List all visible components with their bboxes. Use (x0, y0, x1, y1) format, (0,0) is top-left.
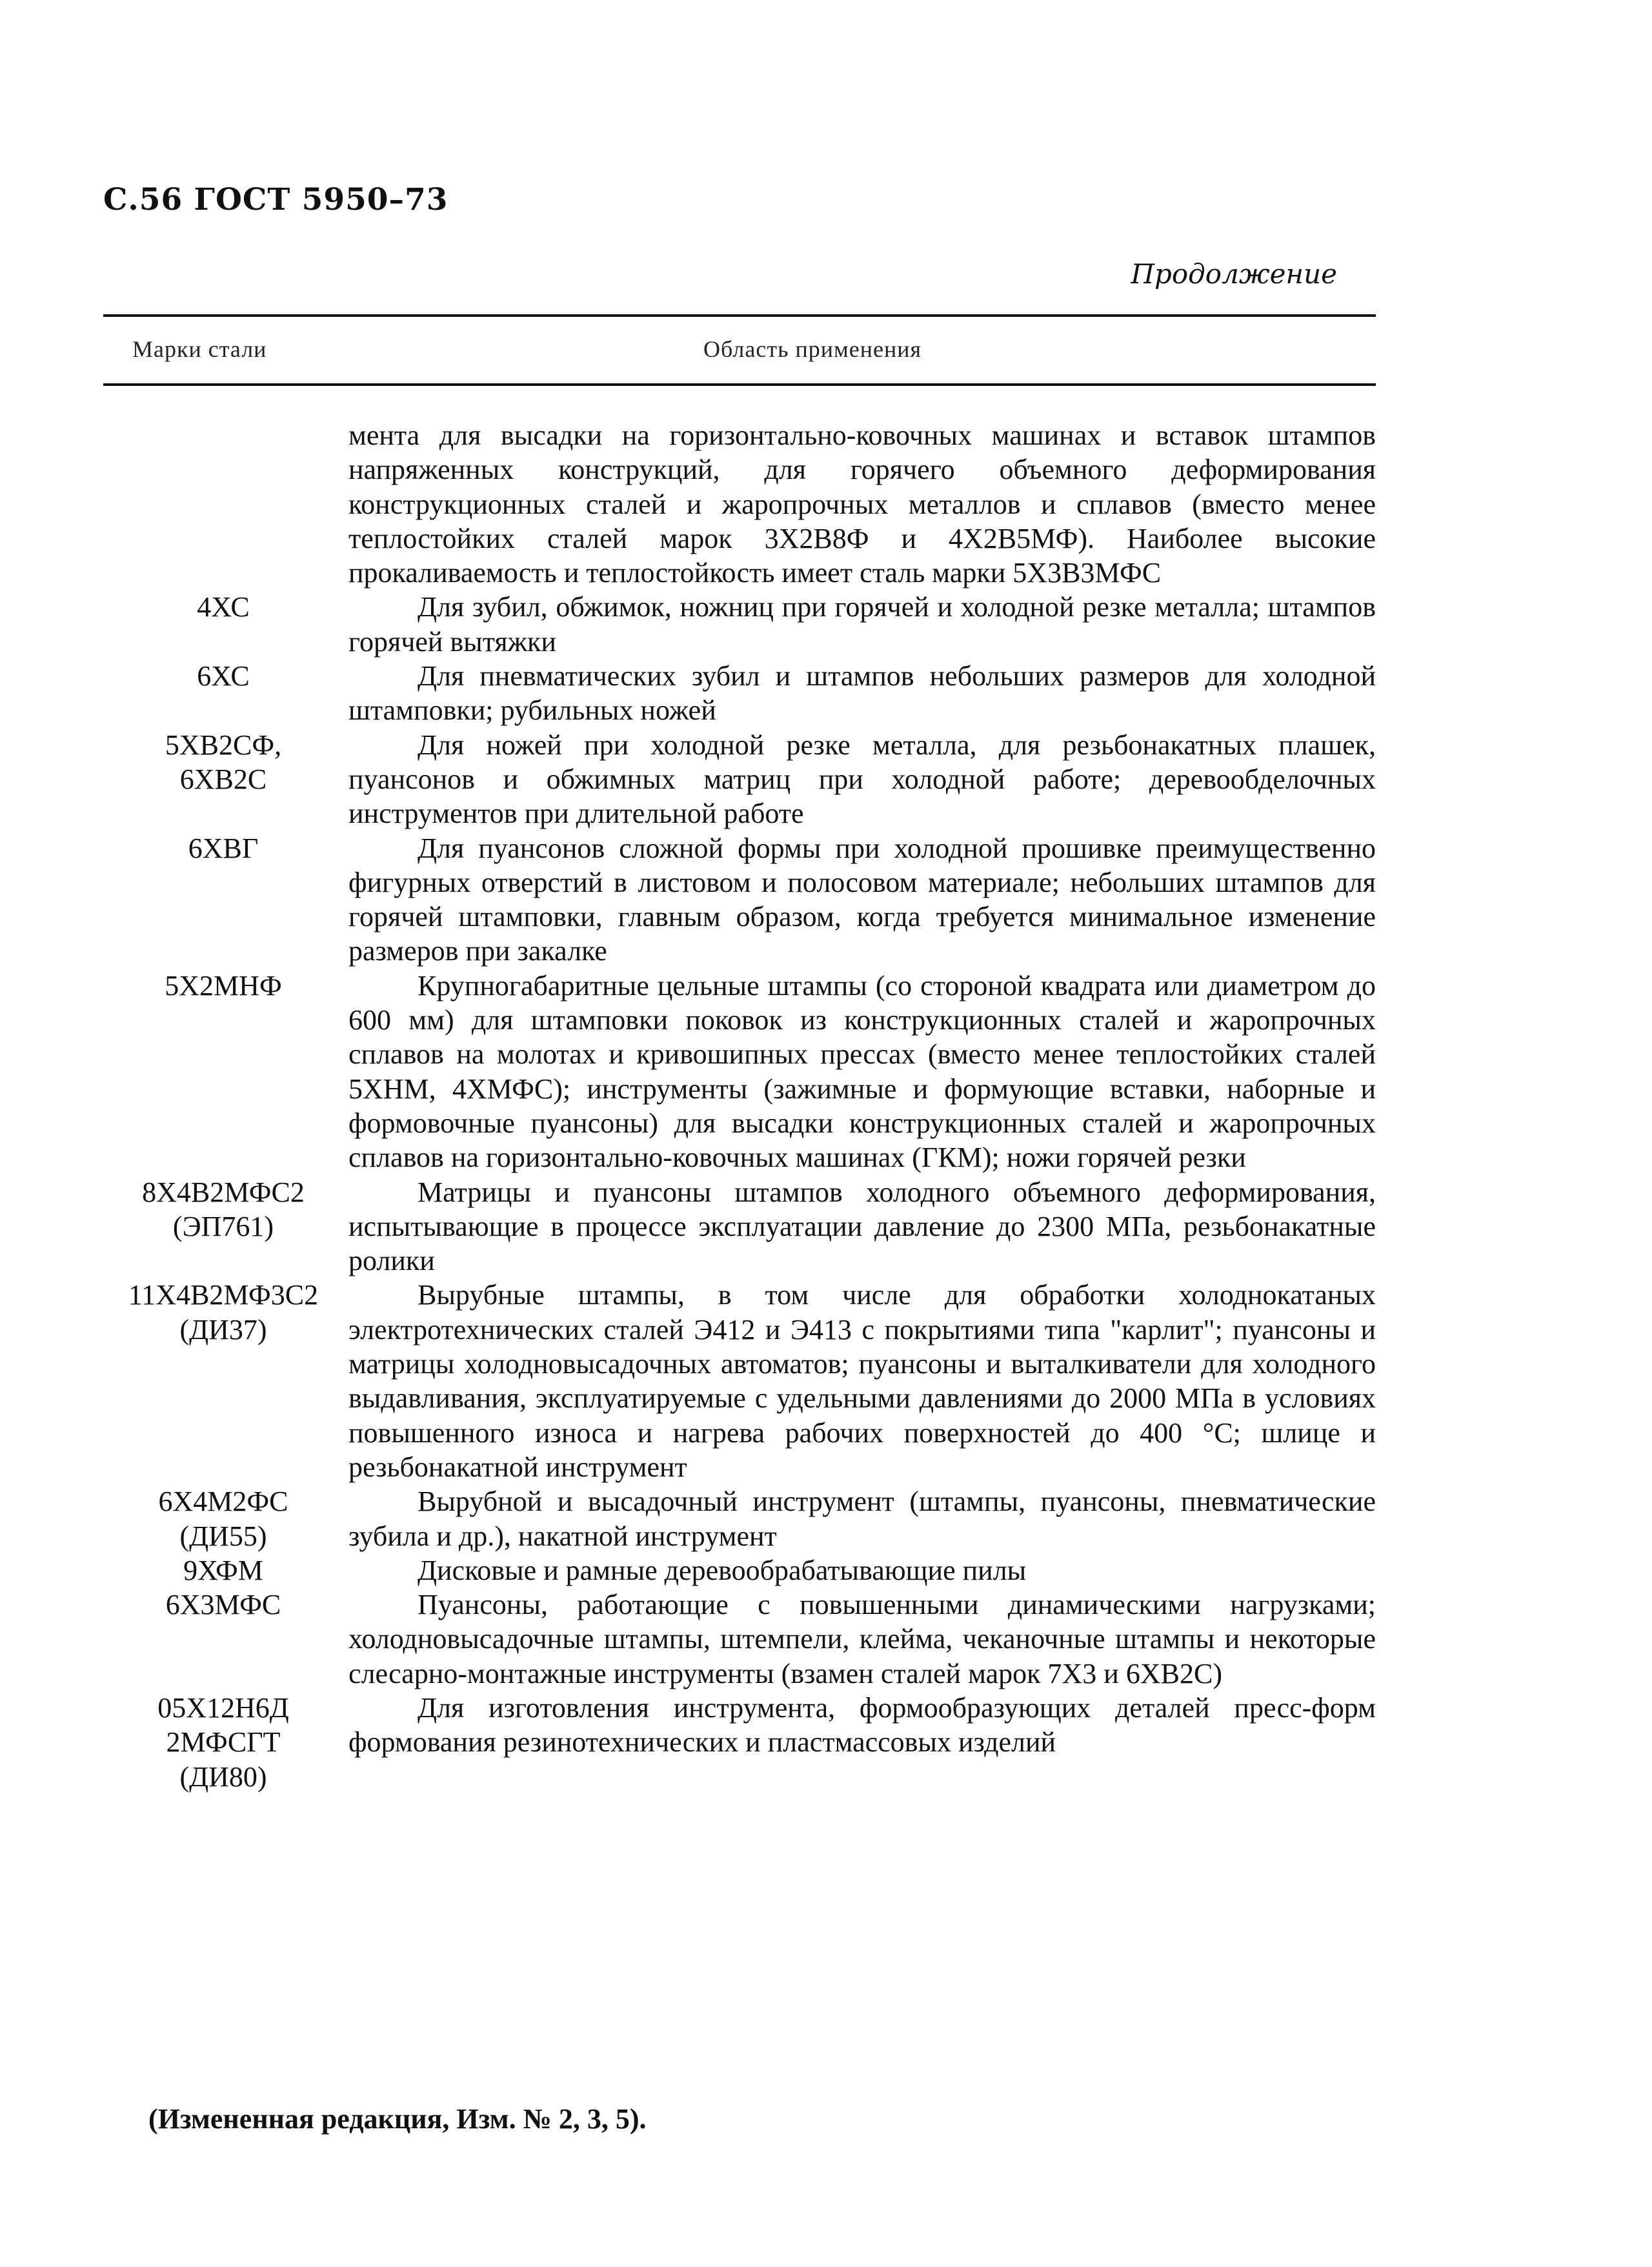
application-text: Для зубил, обжимок, ножниц при горячей и холодной резке металла; штампов горячей вытяжки (348, 591, 1376, 658)
application-text: Пуансоны, работающие с повышенными динамическими нагрузками; холодновысадочные штампы, штемпели, клейма, чеканочные штампы и некоторые слесарно-монтажные инструменты (взамен сталей марок 7Х3 и 6ХВ2С) (348, 1589, 1376, 1689)
application-text: Для пуансонов сложной формы при холодной прошивке преимущественно фигурных отверстий в листовом и полосовом материале; небольших штампов для горячей штамповки, главным образом, когда требуется минимальное изменение размеров при закалке (348, 832, 1376, 967)
steel-grade: 6ХС (197, 660, 250, 692)
table-row (103, 831, 1376, 969)
application-text: Дисковые и рамные деревообрабатывающие пилы (418, 1554, 1027, 1586)
amendment-footnote: (Измененная редакция, Изм. № 2, 3, 5). (148, 2103, 647, 2135)
table-top-rule (103, 314, 1376, 317)
steel-grade: 05Х12Н6Д 2МФСГТ (ДИ80) (157, 1691, 289, 1793)
continuation-label: Продолжение (1131, 258, 1337, 290)
application-text: Крупногабаритные цельные штампы (со стороной квадрата или диаметром до 600 мм) для штамповки поковок из конструкционных сталей и жаропрочных сплавов на молотах и кривошипных прессах (вместо менее теплостойких сталей 5ХНМ, 4ХМФС); инструменты (зажимные и формующие вставки, наборные и формовочные пуансоны) для высадки конструкционных сталей и жаропрочных сплавов на горизонтально-ковочных машинах (ГКМ); ножи горячей резки (348, 969, 1376, 1174)
steel-grade: 4ХС (197, 591, 250, 623)
table-row (103, 659, 1376, 728)
steel-grade: 11Х4В2МФ3С2 (ДИ37) (128, 1279, 319, 1345)
table-row (103, 969, 1376, 1175)
table-row (103, 1484, 1376, 1553)
column-header-grade: Марки стали (132, 336, 267, 362)
table-row (103, 1278, 1376, 1484)
steel-grade: 6Х4М2ФС (ДИ55) (158, 1486, 288, 1552)
table-body (103, 418, 1376, 1794)
table-row (103, 1553, 1376, 1587)
table-row (103, 418, 1376, 590)
column-header-application: Область применения (703, 336, 922, 362)
application-text: Для ножей при холодной резке металла, для резьбонакатных плашек, пуансонов и обжимных матриц при холодной работе; деревообделочных инструментов при длительной работе (348, 729, 1376, 830)
application-text: Вырубные штампы, в том числе для обработки холоднокатаных электротехнических сталей Э412 и Э413 с покрытиями типа "карлит"; пуансоны и матрицы холодновысадочных автоматов; пуансоны и выталкиватели для холодного выдавливания, эксплуатируемые с удельными давлениями до 2000 МПа в условиях повышенного износа и нагрева рабочих поверхностей до 400 °С; шлице и резьбонакатной инструмент (348, 1279, 1376, 1483)
table-header-rule (103, 383, 1376, 386)
table-row (103, 1691, 1376, 1794)
table-row (103, 1175, 1376, 1278)
steel-grade: 5ХВ2СФ, 6ХВ2С (165, 729, 282, 795)
steel-grade: 6Х3МФС (165, 1589, 281, 1621)
steel-grade: 6ХВГ (188, 832, 259, 864)
page-title: С.56 ГОСТ 5950–73 (103, 182, 448, 217)
application-text: Вырубной и высадочный инструмент (штампы, пуансоны, пневматические зубила и др.), накатной инструмент (348, 1486, 1376, 1552)
application-text: Для пневматических зубил и штампов небольших размеров для холодной штамповки; рубильных ножей (348, 660, 1376, 727)
application-text: мента для высадки на горизонтально-ковочных машинах и вставок штампов напряженных конструкций, для горячего объемного деформирования конструкционных сталей и жаропрочных металлов и сплавов (вместо менее теплостойких сталей марок 3Х2В8Ф и 4Х2В5МФ). Наиболее высокие прокаливаемость и теплостойкость имеет сталь марки 5Х3В3МФС (348, 419, 1376, 589)
application-text: Матрицы и пуансоны штампов холодного объемного деформирования, испытывающие в процессе эксплуатации давление до 2300 МПа, резьбонакатные ролики (348, 1176, 1376, 1277)
steel-grade (103, 418, 343, 590)
table-row (103, 728, 1376, 831)
table-row (103, 590, 1376, 659)
steel-grade: 9ХФМ (183, 1554, 263, 1586)
steel-grade: 8Х4В2МФС2 (ЭП761) (142, 1176, 305, 1242)
steel-grade: 5Х2МНФ (165, 969, 282, 1002)
table-row (103, 1587, 1376, 1691)
application-text: Для изготовления инструмента, формообразующих деталей пресс-форм формования резинотехнических и пластмассовых изделий (348, 1691, 1376, 1758)
